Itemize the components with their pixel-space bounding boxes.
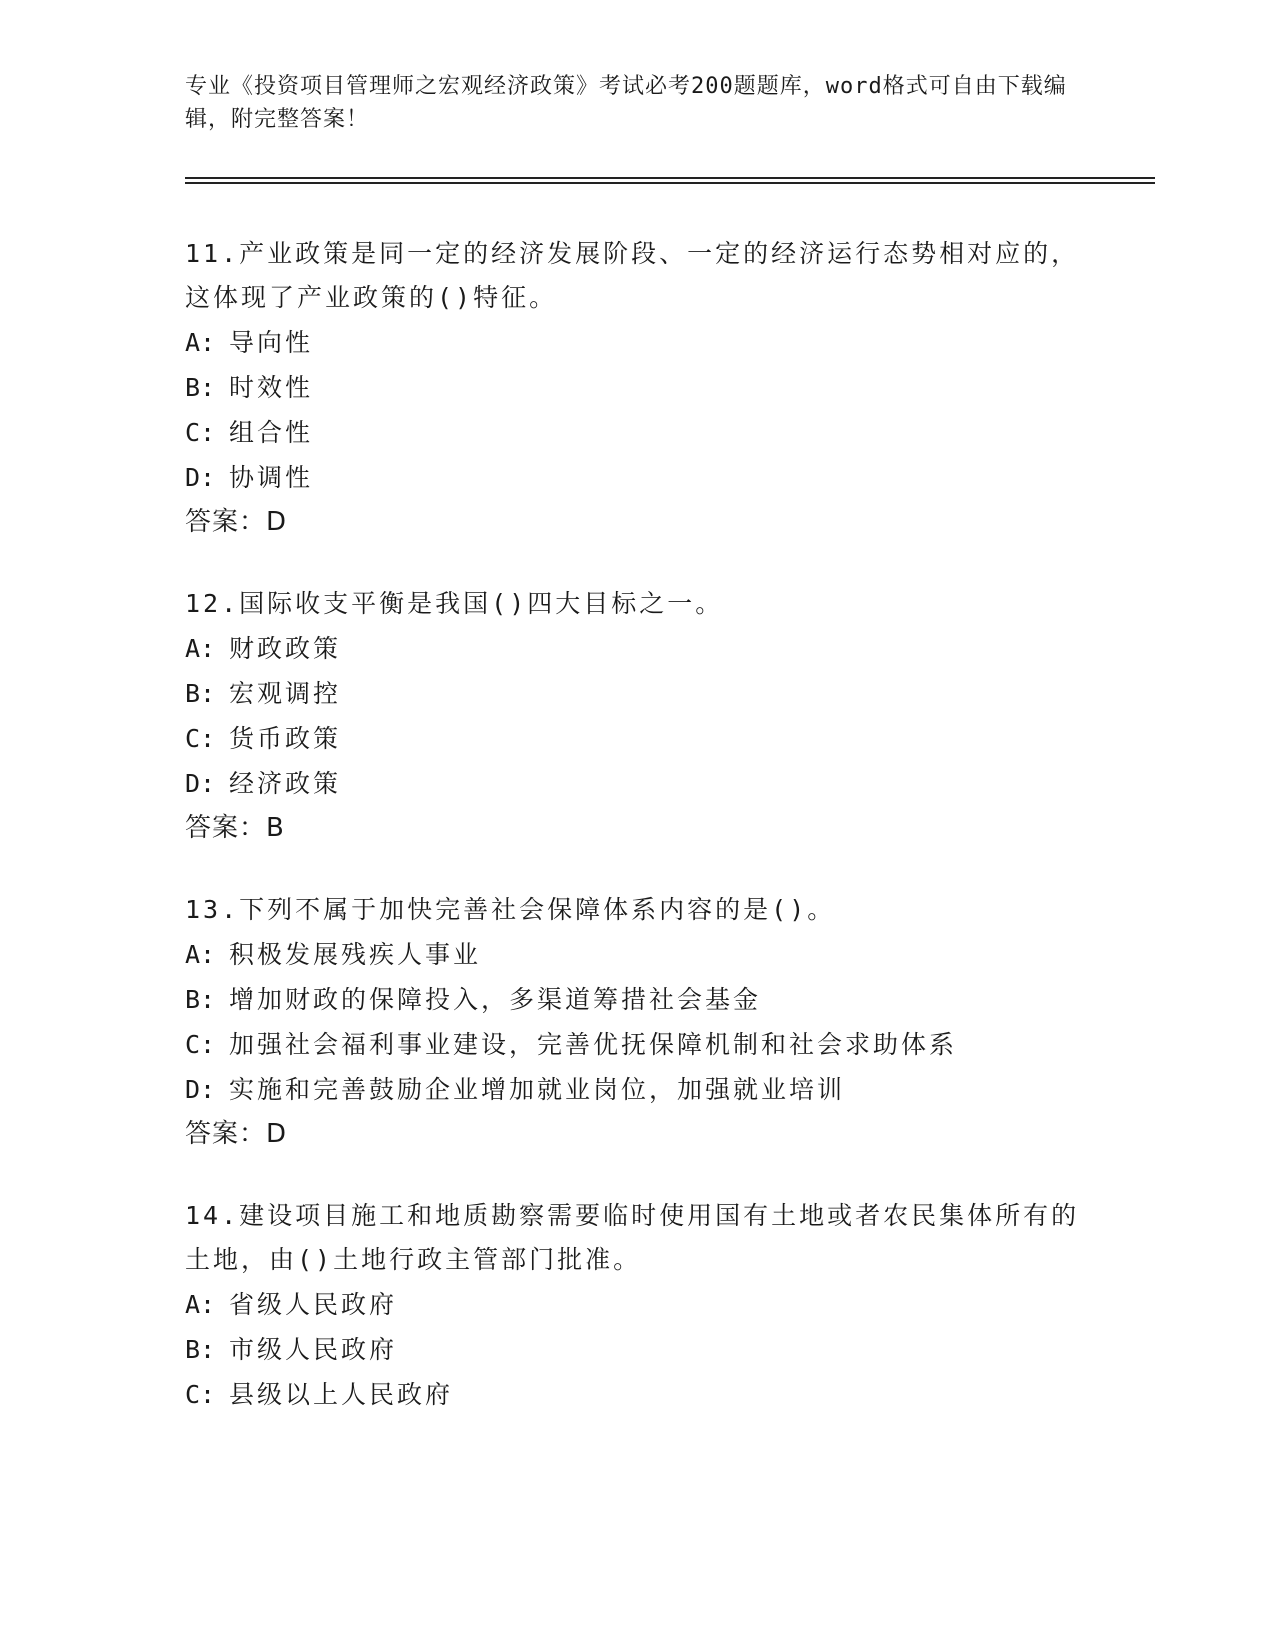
option-text: 市级人民政府 xyxy=(229,1335,398,1364)
question-stem: 11.产业政策是同一定的经济发展阶段、一定的经济运行态势相对应的，这体现了产业政策的()特征。 xyxy=(185,239,1080,312)
option-c xyxy=(185,1372,1085,1417)
question-13 xyxy=(185,888,1085,1157)
option-d xyxy=(185,761,1085,806)
option-text: 加强社会福利事业建设，完善优抚保障机制和社会求助体系 xyxy=(229,1030,958,1059)
option-c xyxy=(185,1022,1085,1067)
option-a xyxy=(185,320,1085,365)
option-text: 县级以上人民政府 xyxy=(229,1380,454,1409)
option-text: 时效性 xyxy=(229,373,314,402)
option-letter: A: xyxy=(185,940,216,969)
option-letter: A: xyxy=(185,1290,216,1319)
answer-line: 答案：D xyxy=(185,507,288,537)
option-text: 协调性 xyxy=(229,463,314,492)
header-divider-bottom xyxy=(185,182,1155,184)
option-letter: B: xyxy=(185,679,216,708)
option-a xyxy=(185,932,1085,977)
option-a xyxy=(185,1282,1085,1327)
option-letter: A: xyxy=(185,634,216,663)
option-d xyxy=(185,455,1085,500)
option-d xyxy=(185,1067,1085,1112)
question-stem: 13.下列不属于加快完善社会保障体系内容的是()。 xyxy=(185,895,836,924)
option-text: 经济政策 xyxy=(229,769,342,798)
option-letter: D: xyxy=(185,769,216,798)
answer-line: 答案：D xyxy=(185,1119,288,1149)
option-text: 积极发展残疾人事业 xyxy=(229,940,482,969)
option-text: 财政政策 xyxy=(229,634,342,663)
document-header xyxy=(185,70,1075,136)
question-stem: 12.国际收支平衡是我国()四大目标之一。 xyxy=(185,589,724,618)
option-text: 宏观调控 xyxy=(229,679,342,708)
header-divider-top xyxy=(185,177,1155,179)
option-letter: C: xyxy=(185,724,216,753)
option-text: 货币政策 xyxy=(229,724,342,753)
option-text: 省级人民政府 xyxy=(229,1290,398,1319)
question-stem: 14.建设项目施工和地质勘察需要临时使用国有土地或者农民集体所有的土地，由()土地行政主管部门批准。 xyxy=(185,1201,1080,1274)
option-letter: C: xyxy=(185,1380,216,1409)
option-letter: B: xyxy=(185,985,216,1014)
option-a xyxy=(185,626,1085,671)
answer-line: 答案：B xyxy=(185,813,285,843)
option-b xyxy=(185,977,1085,1022)
option-letter: C: xyxy=(185,418,216,447)
option-c xyxy=(185,410,1085,455)
option-text: 实施和完善鼓励企业增加就业岗位，加强就业培训 xyxy=(229,1075,846,1104)
option-c xyxy=(185,716,1085,761)
option-text: 组合性 xyxy=(229,418,314,447)
option-b xyxy=(185,671,1085,716)
question-list xyxy=(185,232,1085,1454)
option-text: 增加财政的保障投入，多渠道筹措社会基金 xyxy=(229,985,762,1014)
question-14 xyxy=(185,1194,1085,1417)
option-letter: C: xyxy=(185,1030,216,1059)
option-letter: D: xyxy=(185,463,216,492)
option-b xyxy=(185,1327,1085,1372)
question-11 xyxy=(185,232,1085,545)
option-text: 导向性 xyxy=(229,328,314,357)
option-letter: B: xyxy=(185,1335,216,1364)
option-letter: A: xyxy=(185,328,216,357)
question-12 xyxy=(185,582,1085,851)
header-description: 专业《投资项目管理师之宏观经济政策》考试必考200题题库，word格式可自由下载编辑，附完整答案！ xyxy=(185,74,1067,132)
option-b xyxy=(185,365,1085,410)
option-letter: D: xyxy=(185,1075,216,1104)
option-letter: B: xyxy=(185,373,216,402)
